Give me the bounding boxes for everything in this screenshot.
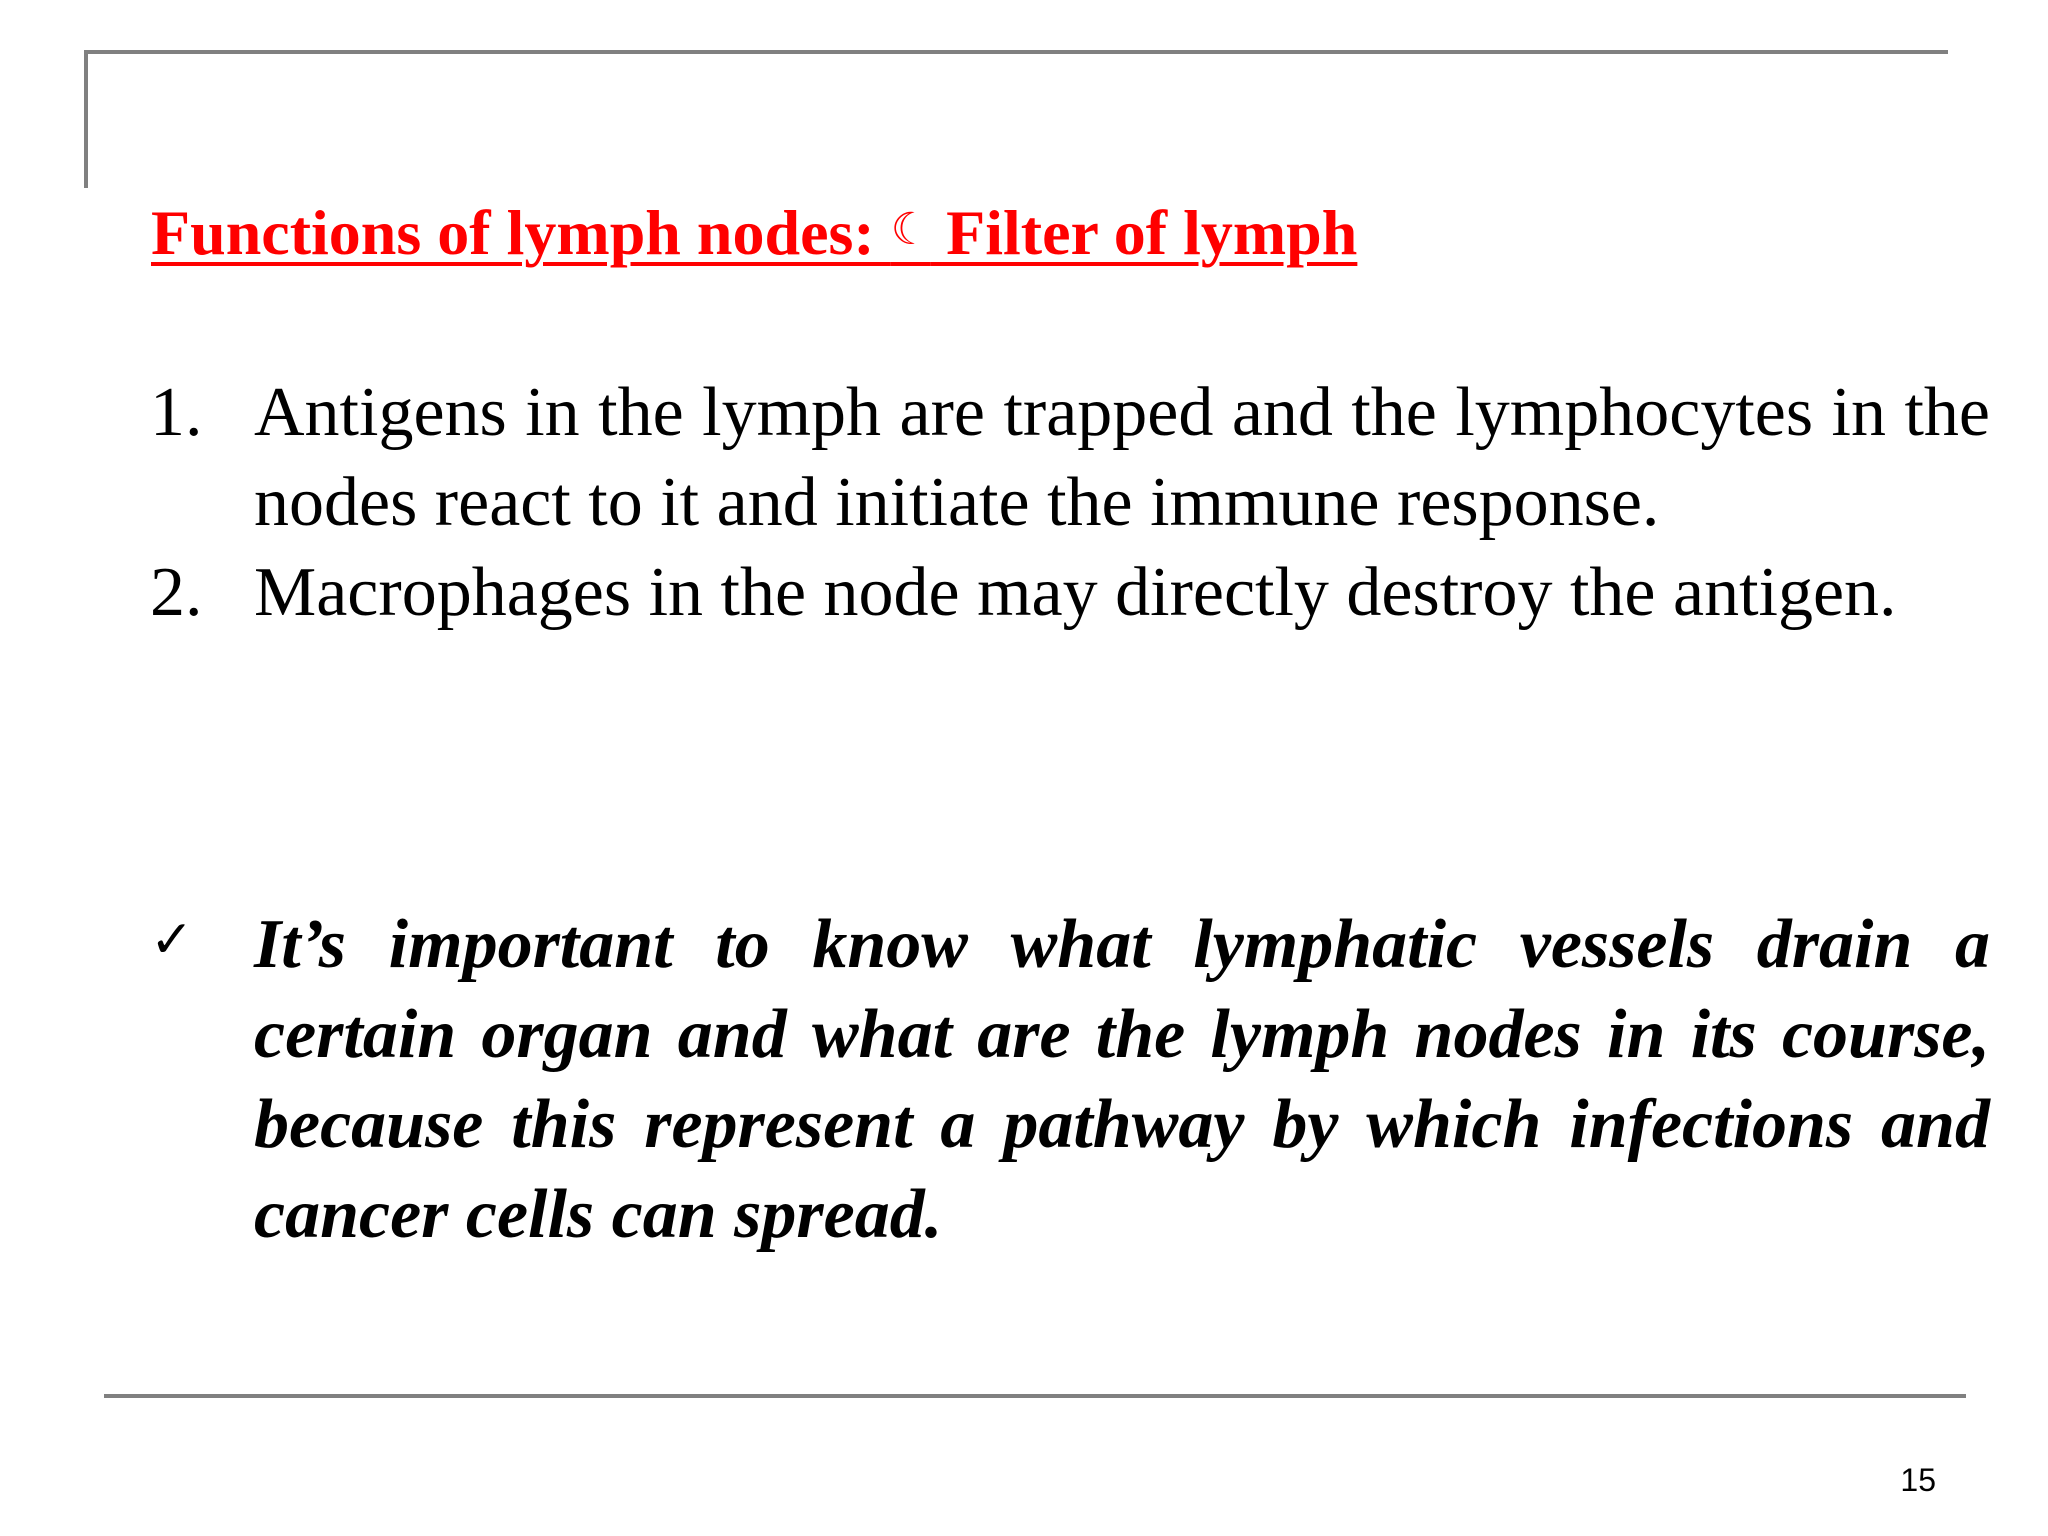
left-rule [84,50,88,188]
important-note [150,900,1990,1260]
list-item-number: 2. [150,554,203,631]
list-item [150,368,1990,548]
crescent-moon-icon: ☾ [890,204,931,255]
list-item [150,548,1990,638]
list-item-text: Antigens in the lymph are trapped and the lymphocytes in the nodes react to it and initiate the immune response. [254,374,1990,541]
important-note-text: It’s important to know what lymphatic vessels drain a certain organ and what are the lymph nodes in its course, because this represent a pathway by which infections and cancer cells can spread. [254,906,1990,1253]
title-prefix: Functions of lymph nodes: [151,197,891,268]
list-item-text: Macrophages in the node may directly destroy the antigen. [254,554,1897,631]
page-number: 15 [1900,1462,1936,1498]
bottom-rule [104,1394,1966,1398]
top-rule [84,50,1948,54]
list-item-number: 1. [150,374,203,451]
checkmark-icon: ✓ [150,910,194,970]
functions-list [150,368,1990,638]
title-suffix: Filter of lymph [930,197,1358,268]
slide-title [151,190,1357,273]
